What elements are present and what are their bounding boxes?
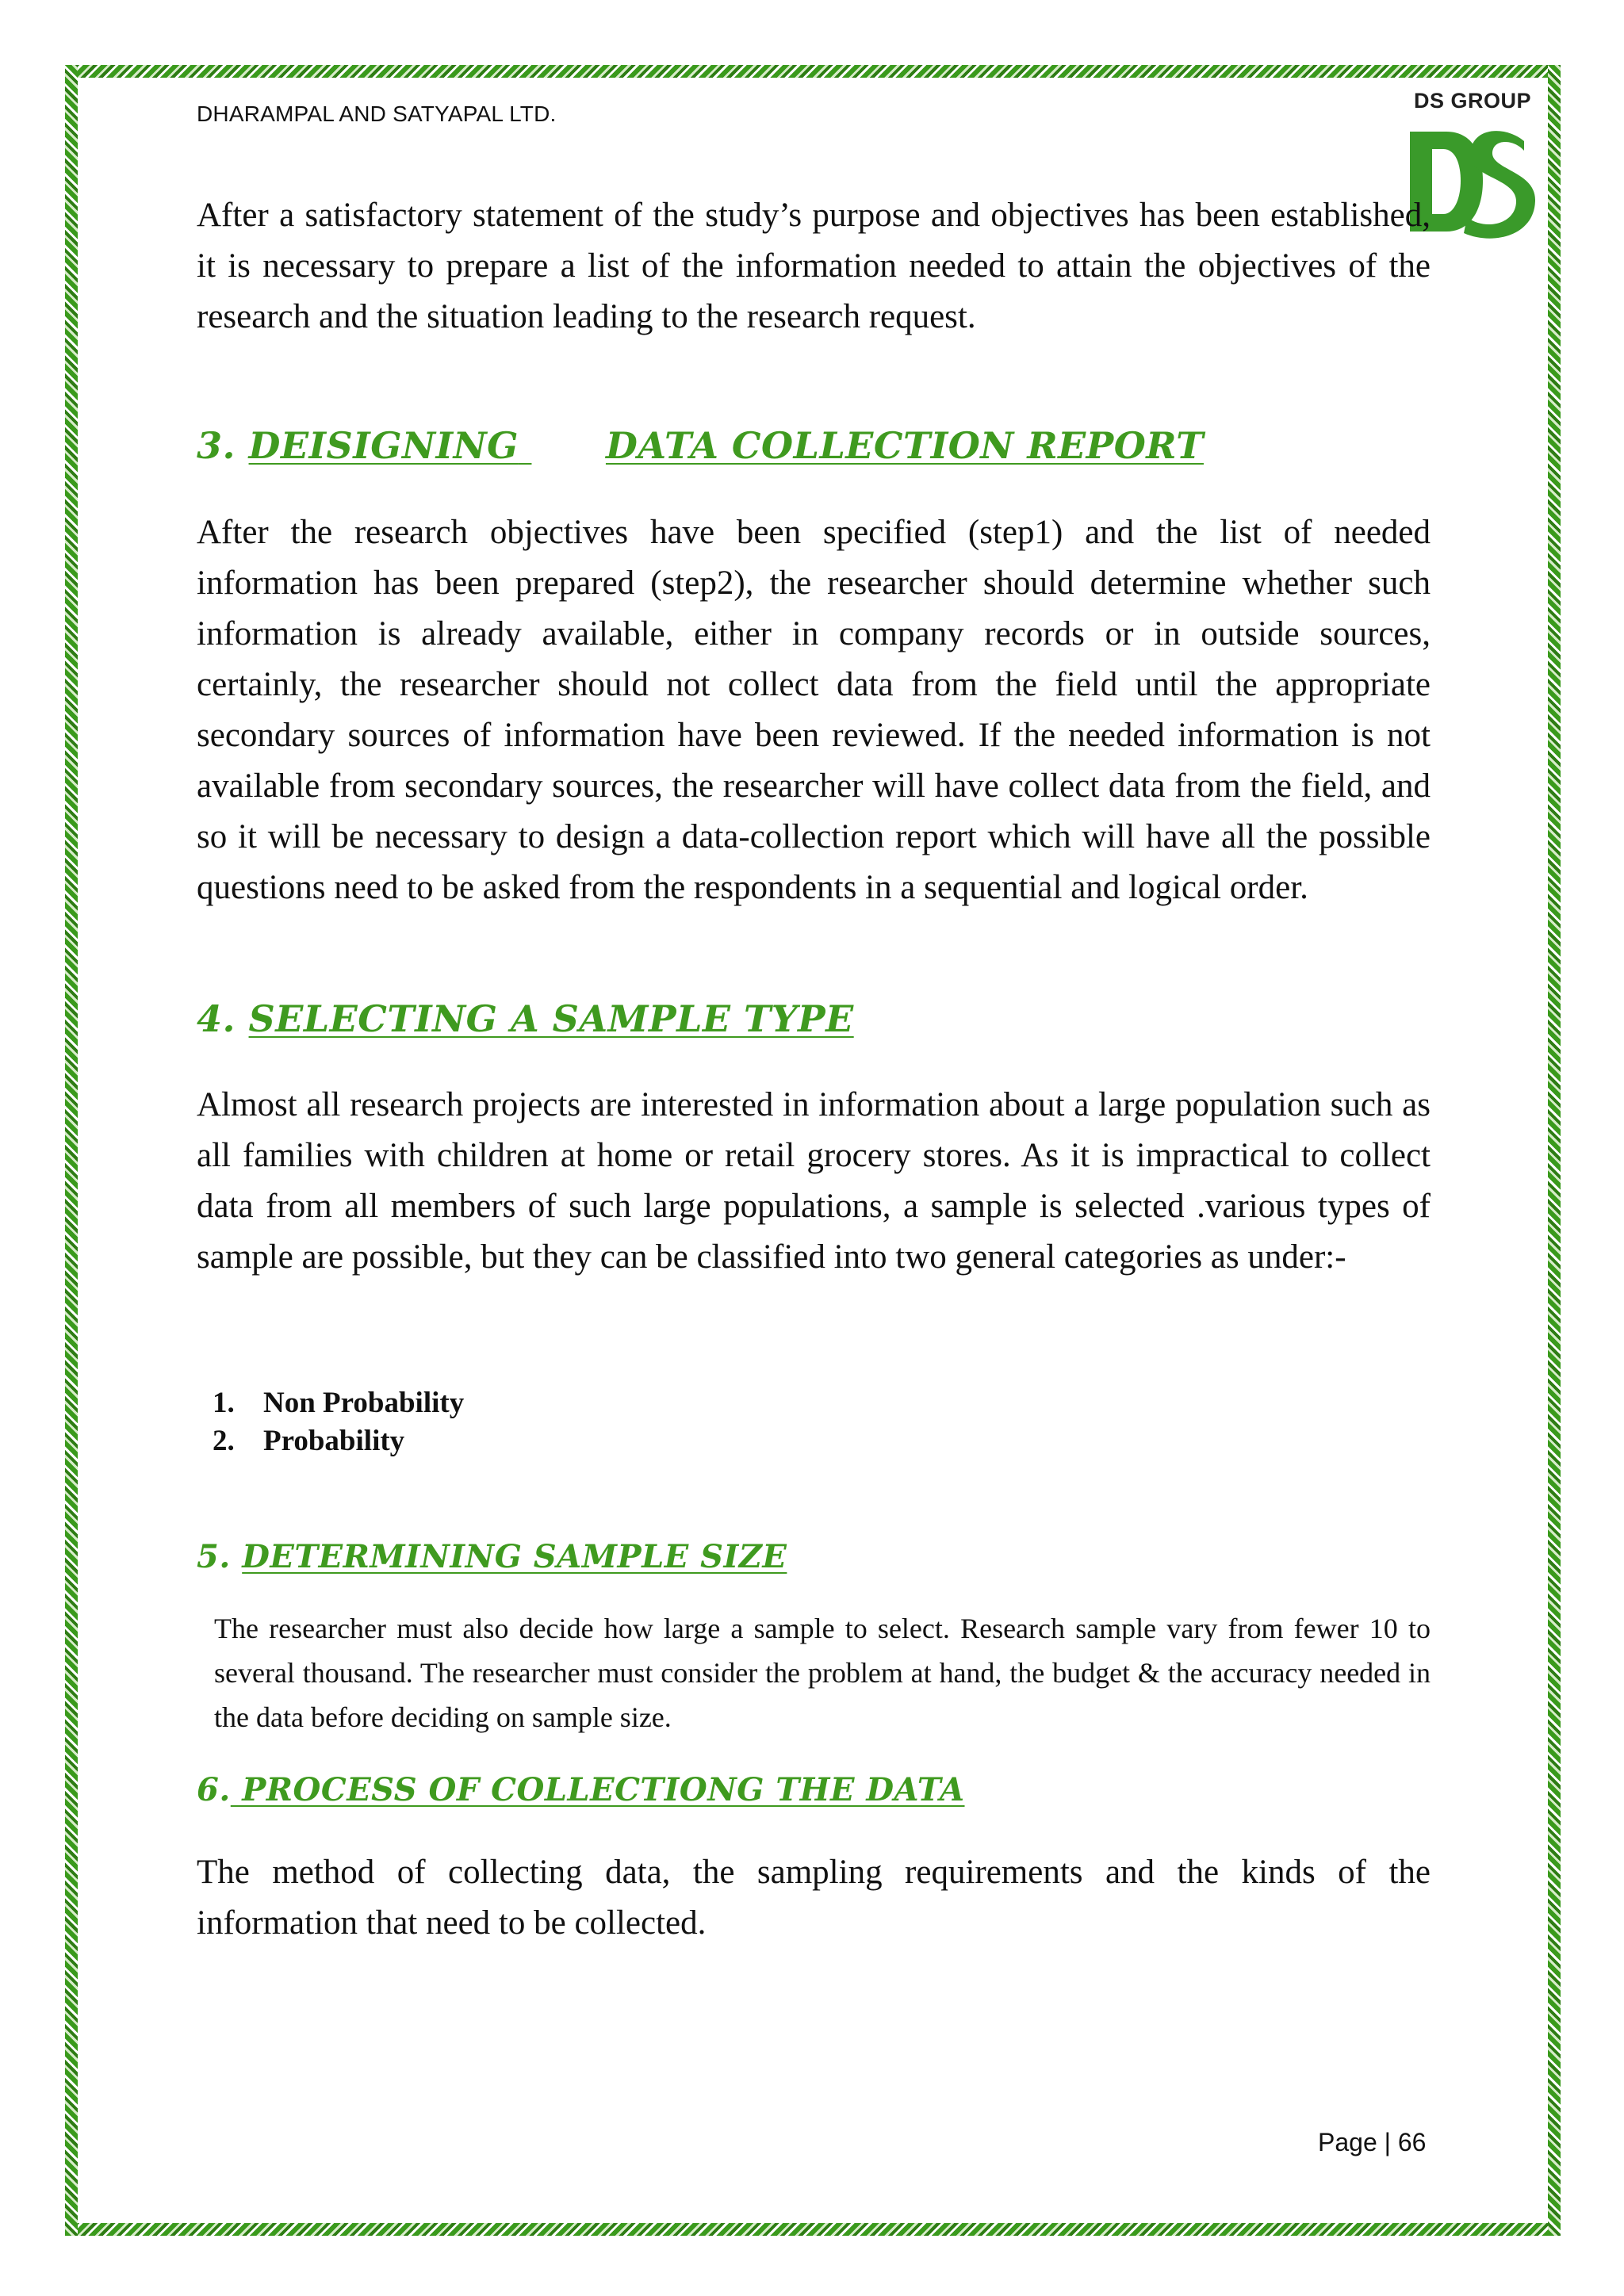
section-3-title-gap — [519, 424, 606, 467]
section-5-number: 5. — [197, 1538, 231, 1575]
list-item — [213, 1384, 464, 1422]
section-6-title: PROCESS OF COLLECTIONG THE DATA — [230, 1771, 965, 1808]
section-5-paragraph: The researcher must also decide how large a sample to select. Research sample vary from fewer 10 to several thousand. The researcher must consider the problem at hand, the budget & the accuracy needed in the data before deciding on sample size. — [214, 1613, 1431, 1733]
section-3-heading — [197, 424, 1204, 467]
section-4-heading — [197, 997, 854, 1040]
section-3-title-part1: DEISIGNING — [248, 424, 519, 467]
section-5-heading — [197, 1538, 787, 1575]
section-6-heading — [197, 1771, 965, 1808]
page-number: Page | 66 — [1318, 2128, 1427, 2156]
decorative-border-bottom — [65, 2223, 1561, 2236]
list-item-number: 2. — [213, 1425, 235, 1457]
section-3-title-part2: DATA COLLECTION REPORT — [605, 424, 1204, 467]
intro-paragraph: After a satisfactory statement of the study’s purpose and objectives has been established, it is necessary to prepare a list of the information needed to attain the objectives of the research and the situation leading to the research request. — [197, 197, 1431, 335]
section-4-paragraph: Almost all research projects are interested in information about a large population such as all families with children at home or retail grocery stores. As it is impractical to collect data from all members of such large populations, a sample is selected .various types of sample are possible, but they can be classified into two general categories as under:- — [197, 1086, 1431, 1276]
header-company-name: DHARAMPAL AND SATYAPAL LTD. — [197, 101, 557, 126]
section-4-title: SELECTING A SAMPLE TYPE — [248, 997, 854, 1040]
list-item-number: 1. — [213, 1387, 235, 1419]
section-4-number: 4. — [197, 997, 236, 1040]
decorative-border-top — [65, 65, 1561, 78]
section-6-number: 6. — [197, 1771, 231, 1808]
decorative-border-right — [1548, 65, 1561, 2236]
list-item — [213, 1422, 464, 1460]
section-3-paragraph: After the research objectives have been specified (step1) and the list of needed information has been prepared (step2), the researcher should determine whether such information is already available, either in company records or in outside sources, certainly, the researcher should not collect data from the field until the appropriate secondary sources of information have been reviewed. If the needed information is not available from secondary sources, the researcher will have collect data from the field, and so it will be necessary to design a data-collection report which will have all the possible questions need to be asked from the respondents in a sequential and logical order. — [197, 514, 1431, 906]
logo-text: DS GROUP — [1413, 89, 1532, 113]
section-5-title: DETERMINING SAMPLE SIZE — [242, 1538, 787, 1575]
decorative-border-left — [65, 65, 78, 2236]
sample-category-list — [213, 1384, 464, 1460]
list-item-label: Probability — [263, 1425, 405, 1457]
section-6-paragraph: The method of collecting data, the sampling requirements and the kinds of the information that need to be collected. — [197, 1854, 1431, 1942]
section-3-number: 3. — [197, 424, 236, 467]
list-item-label: Non Probability — [263, 1387, 465, 1419]
